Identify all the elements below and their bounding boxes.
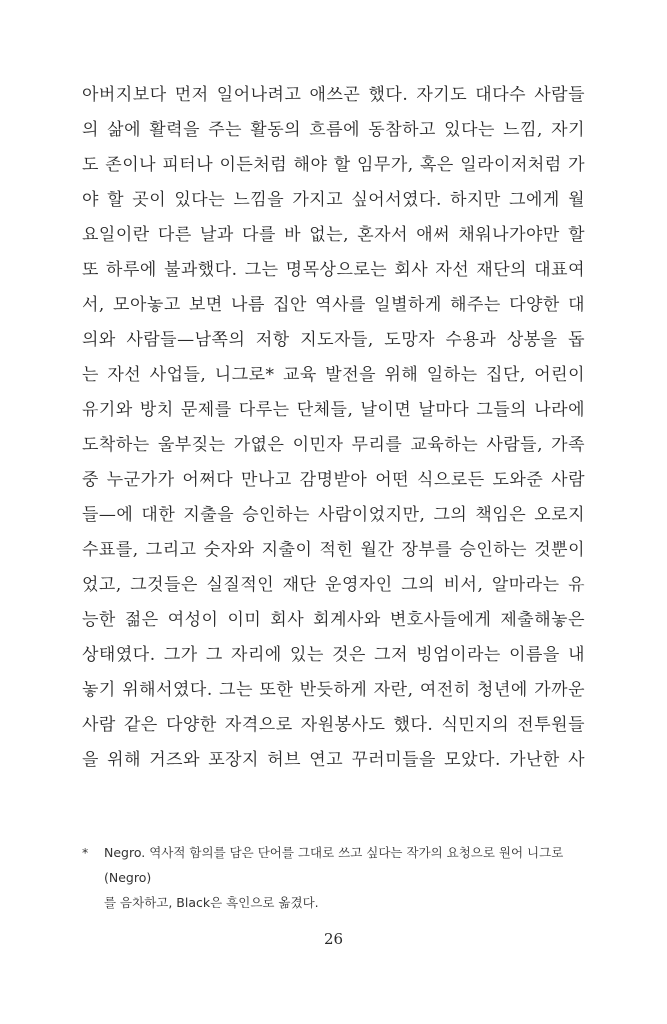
body-line: 을 위해 거즈와 포장지 허브 연고 꾸러미들을 모았다. 가난한 사 [82, 750, 585, 770]
body-line: 놓기 위해서였다. 그는 또한 반듯하게 자란, 여전히 청년에 가까운 [82, 680, 585, 700]
body-line: 서, 모아놓고 보면 나름 집안 역사를 일별하게 해주는 다양한 대 [82, 295, 585, 315]
body-line: 도착하는 울부짖는 가엾은 이민자 무리를 교육하는 사람들, 가족 [82, 435, 585, 455]
body-line: 도 존이나 피터나 이든처럼 해야 할 임무가, 혹은 일라이저처럼 가 [82, 155, 585, 175]
body-line: 야 할 곳이 있다는 느낌을 가지고 싶어서였다. 하지만 그에게 월 [82, 190, 585, 210]
body-line: 수표를, 그리고 숫자와 지출이 적힌 월간 장부를 승인하는 것뿐이 [82, 540, 585, 560]
body-line: 의 삶에 활력을 주는 활동의 흐름에 동참하고 있다는 느낌, 자기 [82, 120, 585, 140]
body-line: 들—에 대한 지출을 승인하는 사람이었지만, 그의 책임은 오로지 [82, 505, 585, 525]
footnote-line: 를 음차하고, Black은 흑인으로 옮겼다. [104, 895, 319, 910]
body-line: 능한 젊은 여성이 이미 회사 회계사와 변호사들에게 제출해놓은 [82, 610, 585, 630]
body-line: 사람 같은 다양한 자격으로 자원봉사도 했다. 식민지의 전투원들 [82, 715, 585, 735]
body-line: 의와 사람들—남쪽의 저항 지도자들, 도망자 수용과 상봉을 돕 [82, 330, 585, 350]
page-number: 26 [323, 930, 344, 948]
body-line: 요일이란 다른 날과 다를 바 없는, 혼자서 애써 채워나가야만 할 [82, 225, 585, 245]
body-line: 었고, 그것들은 실질적인 재단 운영자인 그의 비서, 알마라는 유 [82, 575, 585, 595]
footnote [80, 840, 589, 915]
footnote-marker: * [82, 845, 89, 860]
body-line: 아버지보다 먼저 일어나려고 애쓰곤 했다. 자기도 대다수 사람들 [82, 85, 585, 105]
body-text-block [82, 78, 585, 778]
footnote-line: Negro. 역사적 함의를 담은 단어를 그대로 쓰고 싶다는 작가의 요청으로 원어 니그로(Negro) [104, 845, 564, 885]
body-line: 는 자선 사업들, 니그로* 교육 발전을 위해 일하는 집단, 어린이 [82, 365, 585, 385]
body-line: 중 누군가가 어쩌다 만나고 감명받아 어떤 식으로든 도와준 사람 [82, 470, 585, 490]
body-line: 상태였다. 그가 그 자리에 있는 것은 그저 빙엄이라는 이름을 내 [82, 645, 585, 665]
body-line: 유기와 방치 문제를 다루는 단체들, 날이면 날마다 그들의 나라에 [82, 400, 585, 420]
body-line: 또 하루에 불과했다. 그는 명목상으로는 회사 자선 재단의 대표여 [82, 260, 585, 280]
